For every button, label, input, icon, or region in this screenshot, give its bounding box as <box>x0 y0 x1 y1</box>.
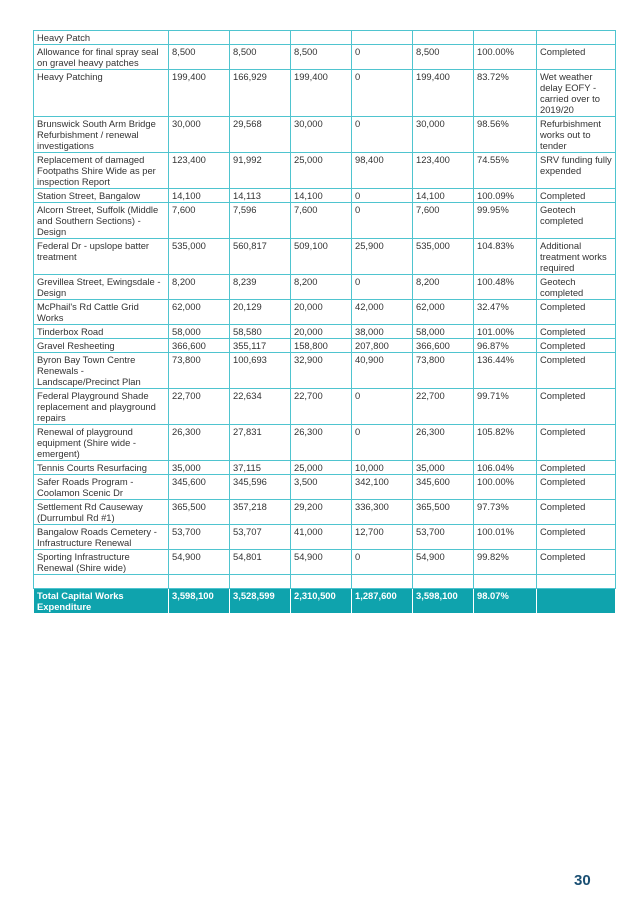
status-cell: Wet weather delay EOFY - carried over to 2019/20 <box>537 70 616 117</box>
value-cell: 53,700 <box>169 525 230 550</box>
empty-cell <box>291 575 352 589</box>
value-cell: 30,000 <box>413 117 474 153</box>
value-cell: 8,500 <box>291 45 352 70</box>
value-cell: 0 <box>352 189 413 203</box>
value-cell: 199,400 <box>413 70 474 117</box>
project-name-cell: Gravel Resheeting <box>34 339 169 353</box>
project-name-cell: Federal Dr - upslope batter treatment <box>34 239 169 275</box>
value-cell <box>169 31 230 45</box>
table-row <box>34 275 616 300</box>
value-cell: 345,600 <box>413 475 474 500</box>
value-cell: 54,900 <box>169 550 230 575</box>
percent-cell: 83.72% <box>474 70 537 117</box>
value-cell: 54,900 <box>413 550 474 575</box>
value-cell: 53,707 <box>230 525 291 550</box>
value-cell: 0 <box>352 550 413 575</box>
value-cell: 14,100 <box>169 189 230 203</box>
value-cell: 3,598,100 <box>169 589 230 614</box>
value-cell: 199,400 <box>291 70 352 117</box>
empty-cell <box>34 575 169 589</box>
value-cell: 58,580 <box>230 325 291 339</box>
value-cell: 7,600 <box>291 203 352 239</box>
value-cell <box>230 31 291 45</box>
value-cell: 98,400 <box>352 153 413 189</box>
status-cell: Completed <box>537 550 616 575</box>
value-cell: 0 <box>352 425 413 461</box>
value-cell: 58,000 <box>169 325 230 339</box>
value-cell <box>352 31 413 45</box>
percent-cell: 106.04% <box>474 461 537 475</box>
percent-cell: 101.00% <box>474 325 537 339</box>
empty-cell <box>352 575 413 589</box>
value-cell: 365,500 <box>169 500 230 525</box>
project-name-cell: Grevillea Street, Ewingsdale - Design <box>34 275 169 300</box>
project-name-cell: Allowance for final spray seal on gravel heavy patches <box>34 45 169 70</box>
table-row <box>34 425 616 461</box>
value-cell: 38,000 <box>352 325 413 339</box>
value-cell: 73,800 <box>413 353 474 389</box>
project-name-cell: Settlement Rd Causeway (Durrumbul Rd #1) <box>34 500 169 525</box>
value-cell: 158,800 <box>291 339 352 353</box>
value-cell: 342,100 <box>352 475 413 500</box>
value-cell: 535,000 <box>169 239 230 275</box>
value-cell: 73,800 <box>169 353 230 389</box>
value-cell: 27,831 <box>230 425 291 461</box>
value-cell: 20,000 <box>291 300 352 325</box>
empty-cell <box>413 575 474 589</box>
value-cell: 10,000 <box>352 461 413 475</box>
value-cell: 26,300 <box>413 425 474 461</box>
percent-cell <box>474 31 537 45</box>
percent-cell: 105.82% <box>474 425 537 461</box>
table-row <box>34 31 616 45</box>
value-cell: 25,000 <box>291 461 352 475</box>
table-row <box>34 45 616 70</box>
status-cell: Completed <box>537 325 616 339</box>
percent-cell: 99.95% <box>474 203 537 239</box>
project-name-cell: Heavy Patch <box>34 31 169 45</box>
value-cell: 509,100 <box>291 239 352 275</box>
empty-cell <box>474 575 537 589</box>
value-cell: 20,129 <box>230 300 291 325</box>
value-cell: 199,400 <box>169 70 230 117</box>
value-cell: 365,500 <box>413 500 474 525</box>
project-name-cell: Renewal of playground equipment (Shire wide - emergent) <box>34 425 169 461</box>
table-row <box>34 70 616 117</box>
table-row <box>34 117 616 153</box>
value-cell: 3,598,100 <box>413 589 474 614</box>
table-row <box>34 550 616 575</box>
percent-cell: 98.07% <box>474 589 537 614</box>
value-cell: 7,600 <box>413 203 474 239</box>
project-name-cell: Safer Roads Program - Coolamon Scenic Dr <box>34 475 169 500</box>
value-cell: 54,900 <box>291 550 352 575</box>
value-cell: 8,200 <box>413 275 474 300</box>
value-cell: 1,287,600 <box>352 589 413 614</box>
table-body <box>34 31 616 614</box>
status-cell: Completed <box>537 300 616 325</box>
project-name-cell: Sporting Infrastructure Renewal (Shire wide) <box>34 550 169 575</box>
value-cell: 100,693 <box>230 353 291 389</box>
project-name-cell: Heavy Patching <box>34 70 169 117</box>
table-row <box>34 153 616 189</box>
value-cell: 535,000 <box>413 239 474 275</box>
value-cell: 345,600 <box>169 475 230 500</box>
project-name-cell: Tennis Courts Resurfacing <box>34 461 169 475</box>
value-cell: 35,000 <box>413 461 474 475</box>
project-name-cell: Tinderbox Road <box>34 325 169 339</box>
percent-cell: 100.09% <box>474 189 537 203</box>
status-cell: Completed <box>537 525 616 550</box>
value-cell: 26,300 <box>291 425 352 461</box>
value-cell: 32,900 <box>291 353 352 389</box>
table-row <box>34 389 616 425</box>
spacer-row <box>34 575 616 589</box>
percent-cell: 100.00% <box>474 475 537 500</box>
value-cell: 166,929 <box>230 70 291 117</box>
percent-cell: 96.87% <box>474 339 537 353</box>
value-cell: 42,000 <box>352 300 413 325</box>
percent-cell: 100.48% <box>474 275 537 300</box>
status-cell: Geotech completed <box>537 203 616 239</box>
value-cell: 7,596 <box>230 203 291 239</box>
value-cell: 22,700 <box>169 389 230 425</box>
value-cell: 53,700 <box>413 525 474 550</box>
status-cell <box>537 31 616 45</box>
value-cell: 26,300 <box>169 425 230 461</box>
value-cell: 357,218 <box>230 500 291 525</box>
percent-cell: 97.73% <box>474 500 537 525</box>
status-cell: Completed <box>537 461 616 475</box>
value-cell: 14,113 <box>230 189 291 203</box>
value-cell: 560,817 <box>230 239 291 275</box>
value-cell: 8,200 <box>291 275 352 300</box>
total-row <box>34 589 616 614</box>
project-name-cell: Federal Playground Shade replacement and playground repairs <box>34 389 169 425</box>
value-cell: 366,600 <box>413 339 474 353</box>
capital-works-table <box>33 30 616 614</box>
value-cell: 30,000 <box>291 117 352 153</box>
value-cell: 22,634 <box>230 389 291 425</box>
status-cell: SRV funding fully expended <box>537 153 616 189</box>
value-cell: 207,800 <box>352 339 413 353</box>
status-cell: Completed <box>537 500 616 525</box>
project-name-cell: Replacement of damaged Footpaths Shire Wide as per inspection Report <box>34 153 169 189</box>
percent-cell: 99.82% <box>474 550 537 575</box>
value-cell: 8,239 <box>230 275 291 300</box>
percent-cell: 98.56% <box>474 117 537 153</box>
value-cell: 7,600 <box>169 203 230 239</box>
percent-cell: 99.71% <box>474 389 537 425</box>
status-cell: Additional treatment works required <box>537 239 616 275</box>
percent-cell: 136.44% <box>474 353 537 389</box>
status-cell: Completed <box>537 189 616 203</box>
page-number: 30 <box>574 872 591 889</box>
status-cell: Refurbishment works out to tender <box>537 117 616 153</box>
table-row <box>34 339 616 353</box>
value-cell: 25,900 <box>352 239 413 275</box>
value-cell: 29,568 <box>230 117 291 153</box>
percent-cell: 100.01% <box>474 525 537 550</box>
percent-cell: 104.83% <box>474 239 537 275</box>
status-cell: Completed <box>537 353 616 389</box>
project-name-cell: Alcorn Street, Suffolk (Middle and Southern Sections) - Design <box>34 203 169 239</box>
value-cell: 29,200 <box>291 500 352 525</box>
table-row <box>34 325 616 339</box>
value-cell: 12,700 <box>352 525 413 550</box>
value-cell: 8,500 <box>230 45 291 70</box>
value-cell: 8,200 <box>169 275 230 300</box>
project-name-cell: Byron Bay Town Centre Renewals - Landscape/Precinct Plan <box>34 353 169 389</box>
table-row <box>34 525 616 550</box>
value-cell: 123,400 <box>413 153 474 189</box>
value-cell: 35,000 <box>169 461 230 475</box>
table-row <box>34 461 616 475</box>
status-cell: Completed <box>537 425 616 461</box>
table-row <box>34 353 616 389</box>
value-cell: 8,500 <box>413 45 474 70</box>
value-cell: 62,000 <box>413 300 474 325</box>
value-cell <box>413 31 474 45</box>
value-cell: 14,100 <box>291 189 352 203</box>
percent-cell: 74.55% <box>474 153 537 189</box>
table-row <box>34 189 616 203</box>
empty-cell <box>230 575 291 589</box>
value-cell: 0 <box>352 389 413 425</box>
table-row <box>34 500 616 525</box>
value-cell: 0 <box>352 117 413 153</box>
table-row <box>34 300 616 325</box>
value-cell: 30,000 <box>169 117 230 153</box>
value-cell: 3,500 <box>291 475 352 500</box>
value-cell: 0 <box>352 70 413 117</box>
value-cell: 2,310,500 <box>291 589 352 614</box>
value-cell: 345,596 <box>230 475 291 500</box>
value-cell: 40,900 <box>352 353 413 389</box>
project-name-cell: Brunswick South Arm Bridge Refurbishment / renewal investigations <box>34 117 169 153</box>
status-cell: Completed <box>537 45 616 70</box>
percent-cell: 32.47% <box>474 300 537 325</box>
status-cell <box>537 589 616 614</box>
value-cell: 22,700 <box>291 389 352 425</box>
table-row <box>34 475 616 500</box>
value-cell: 37,115 <box>230 461 291 475</box>
value-cell: 91,992 <box>230 153 291 189</box>
value-cell: 0 <box>352 203 413 239</box>
project-name-cell: Total Capital Works Expenditure <box>34 589 169 614</box>
value-cell: 3,528,599 <box>230 589 291 614</box>
value-cell: 0 <box>352 45 413 70</box>
empty-cell <box>537 575 616 589</box>
project-name-cell: McPhail's Rd Cattle Grid Works <box>34 300 169 325</box>
table-row <box>34 203 616 239</box>
value-cell: 25,000 <box>291 153 352 189</box>
status-cell: Completed <box>537 389 616 425</box>
value-cell: 336,300 <box>352 500 413 525</box>
value-cell: 355,117 <box>230 339 291 353</box>
project-name-cell: Station Street, Bangalow <box>34 189 169 203</box>
table-row <box>34 239 616 275</box>
status-cell: Completed <box>537 475 616 500</box>
value-cell: 62,000 <box>169 300 230 325</box>
value-cell: 123,400 <box>169 153 230 189</box>
value-cell: 22,700 <box>413 389 474 425</box>
value-cell <box>291 31 352 45</box>
value-cell: 20,000 <box>291 325 352 339</box>
value-cell: 0 <box>352 275 413 300</box>
value-cell: 14,100 <box>413 189 474 203</box>
empty-cell <box>169 575 230 589</box>
value-cell: 58,000 <box>413 325 474 339</box>
value-cell: 41,000 <box>291 525 352 550</box>
project-name-cell: Bangalow Roads Cemetery - Infrastructure Renewal <box>34 525 169 550</box>
status-cell: Geotech completed <box>537 275 616 300</box>
value-cell: 8,500 <box>169 45 230 70</box>
percent-cell: 100.00% <box>474 45 537 70</box>
value-cell: 366,600 <box>169 339 230 353</box>
status-cell: Completed <box>537 339 616 353</box>
value-cell: 54,801 <box>230 550 291 575</box>
